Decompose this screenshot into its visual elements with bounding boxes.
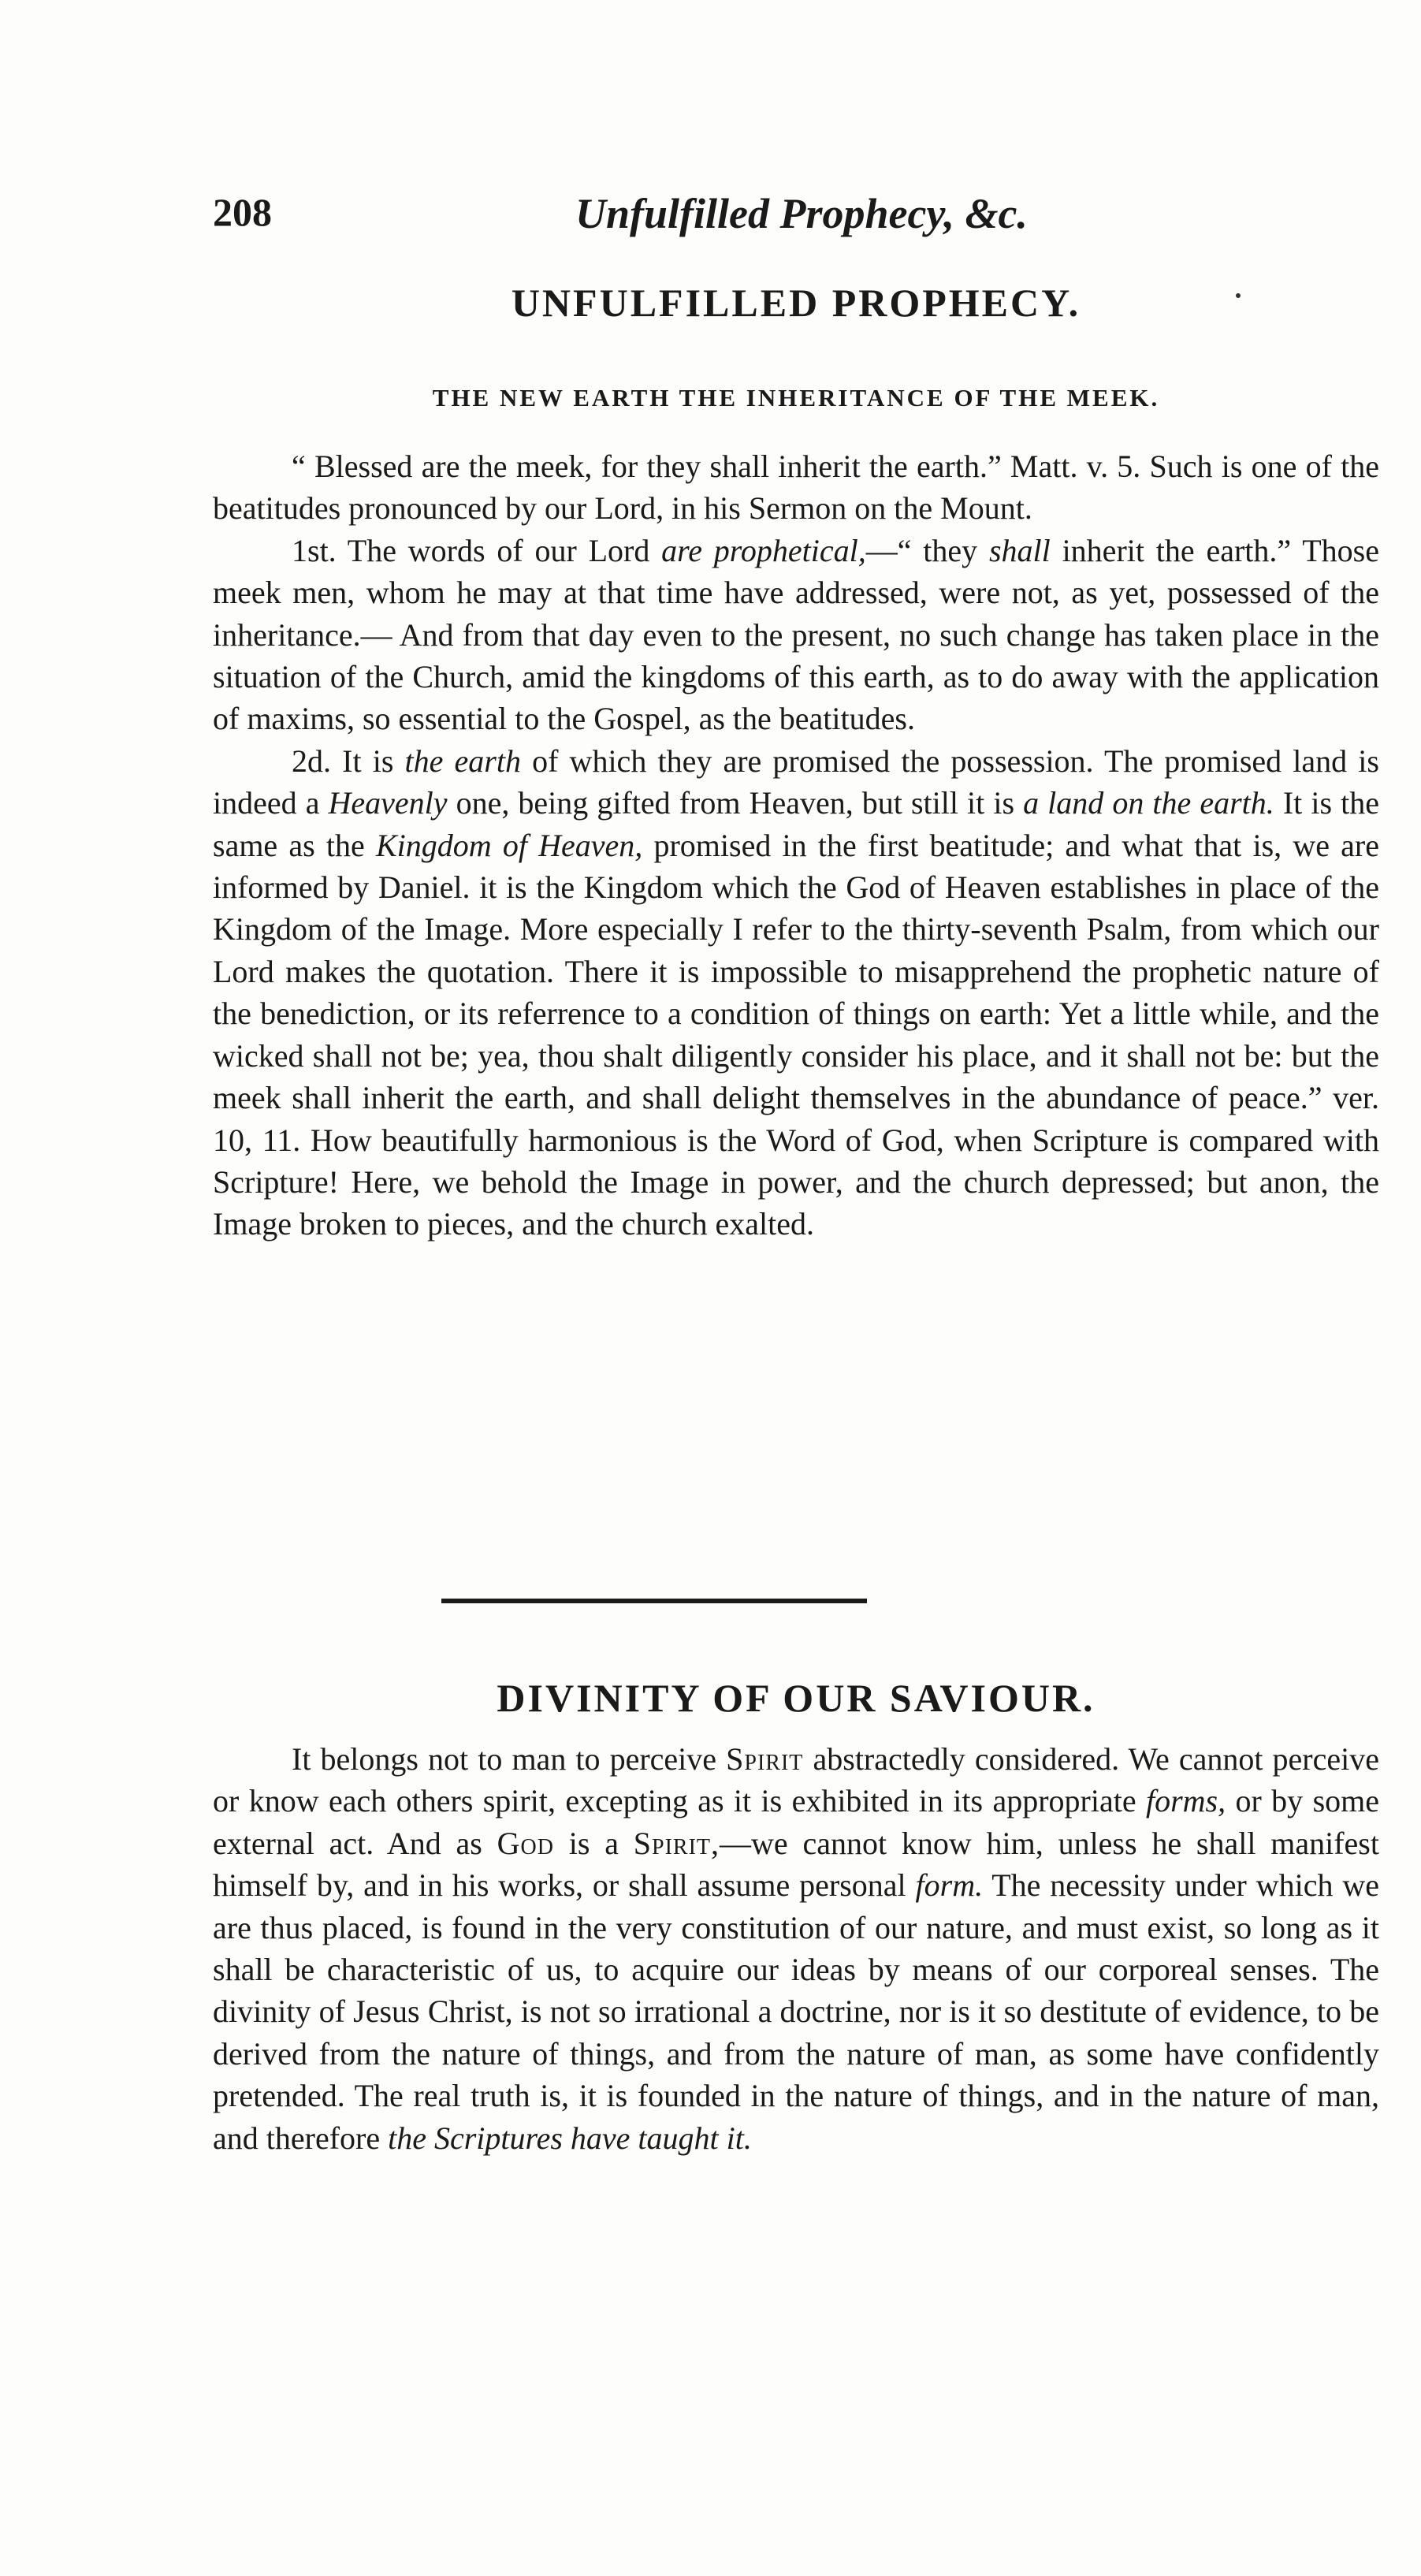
a2-text-d: is a bbox=[553, 1825, 634, 1861]
a2-text-c: or by some external act. And as bbox=[213, 1783, 1379, 1861]
a2-emphasis-scriptures: the Scriptures have taught it. bbox=[388, 2120, 752, 2156]
article-title-divinity: DIVINITY OF OUR SAVIOUR. bbox=[497, 1676, 1096, 1720]
running-title: Unfulfilled Prophecy, &c. bbox=[575, 190, 1028, 237]
a2-text-b: abstractedly considered. We cannot perceive or know each others spirit, excepting as it is exhibited in its appropriate bbox=[213, 1741, 1380, 1819]
a2-emphasis-form: form. bbox=[915, 1867, 984, 1904]
p2-text-c: inherit the earth.” Those meek men, whom he may at that time have addressed, were not, as yet, possessed of the inheritance.— And from that day even to the present, no such change has taken place in the situation of the Church, amid the kingdoms of this earth, as to do away with the application of maxims, so essential to the Gospel, as the beatitudes. bbox=[213, 532, 1379, 737]
p3-emphasis-kingdom-of-heaven: Kingdom of Heaven, bbox=[375, 827, 643, 863]
article1-body bbox=[213, 445, 1379, 1245]
p3-text-a: 2d. It is bbox=[292, 743, 405, 779]
a2-smallcaps-god: God bbox=[497, 1825, 554, 1861]
article-subtitle: THE NEW EARTH THE INHERITANCE OF THE MEEK. bbox=[432, 384, 1160, 411]
p2-text-b: —“ they bbox=[865, 532, 989, 568]
article1-paragraph-3 bbox=[213, 740, 1379, 1245]
p3-text-b: of which they are promised the possession. The promised land is indeed a bbox=[213, 743, 1379, 821]
p3-text-d: It is the same as the bbox=[213, 785, 1379, 863]
p3-text-c: one, being gifted from Heaven, but still it is bbox=[447, 785, 1024, 821]
running-head bbox=[213, 189, 1387, 252]
article-title-unfulfilled-prophecy: UNFULFILLED PROPHECY. bbox=[511, 281, 1081, 325]
section-divider-rule bbox=[441, 1599, 867, 1603]
p3-emphasis-heavenly: Heavenly bbox=[328, 785, 448, 821]
stray-dot bbox=[1236, 293, 1241, 298]
page-number: 208 bbox=[213, 190, 272, 234]
p3-emphasis-land-on-earth: a land on the earth. bbox=[1023, 785, 1274, 821]
a2-text-f: The necessity under which we are thus placed, is found in the very constitution of our nature, and must exist, so long as it shall be characteristic of us, to acquire our ideas by means of our corporeal senses. The divinity of Jesus Christ, is not so irrational a doctrine, nor is it so destitute of evidence, to be derived from the nature of things, and from the nature of man, as some have confidently pretended. The real truth is, it is founded in the nature of things, and in the nature of man, and therefore bbox=[213, 1867, 1379, 2156]
a2-smallcaps-spirit-2: Spirit, bbox=[633, 1825, 720, 1861]
p2-emphasis-prophetical: are prophetical, bbox=[661, 532, 866, 568]
article1-paragraph-2 bbox=[213, 530, 1379, 740]
a2-text-e: —we cannot know him, unless he shall manifest himself by, and in his works, or shall assume personal bbox=[213, 1825, 1379, 1904]
p3-text-e: promised in the first beatitude; and what that is, we are informed by Daniel. it is the Kingdom which the God of Heaven establishes in place of the Kingdom of the Image. More especially I refer to the thirty-seventh Psalm, from which our Lord makes the quotation. There it is impossible to misapprehend the prophetic nature of the benediction, or its referrence to a condition of things on earth: Yet a little while, and the wicked shall not be; yea, thou shalt diligently consider his place, and it shall not be: but the meek shall inherit the earth, and shall delight themselves in the abundance of peace.” ver. 10, 11. How beautifully harmonious is the Word of God, when Scripture is compared with Scripture! Here, we behold the Image in power, and the church depressed; but anon, the Image broken to pieces, and the church exalted. bbox=[213, 827, 1379, 1242]
a2-emphasis-forms: forms, bbox=[1145, 1783, 1226, 1819]
article2-body bbox=[213, 1738, 1379, 2159]
p2-emphasis-shall: shall bbox=[988, 532, 1051, 568]
p2-text-a: 1st. The words of our Lord bbox=[292, 532, 662, 568]
a2-smallcaps-spirit: Spirit bbox=[726, 1741, 804, 1777]
p3-emphasis-the-earth: the earth bbox=[404, 743, 521, 779]
a2-text-a: It belongs not to man to perceive bbox=[292, 1741, 727, 1777]
article2-paragraph-1 bbox=[213, 1738, 1379, 2159]
article1-paragraph-1: “ Blessed are the meek, for they shall inherit the earth.” Matt. v. 5. Such is one of the beatitudes pronounced by our Lord, in his Sermon on the Mount. bbox=[213, 449, 1379, 527]
